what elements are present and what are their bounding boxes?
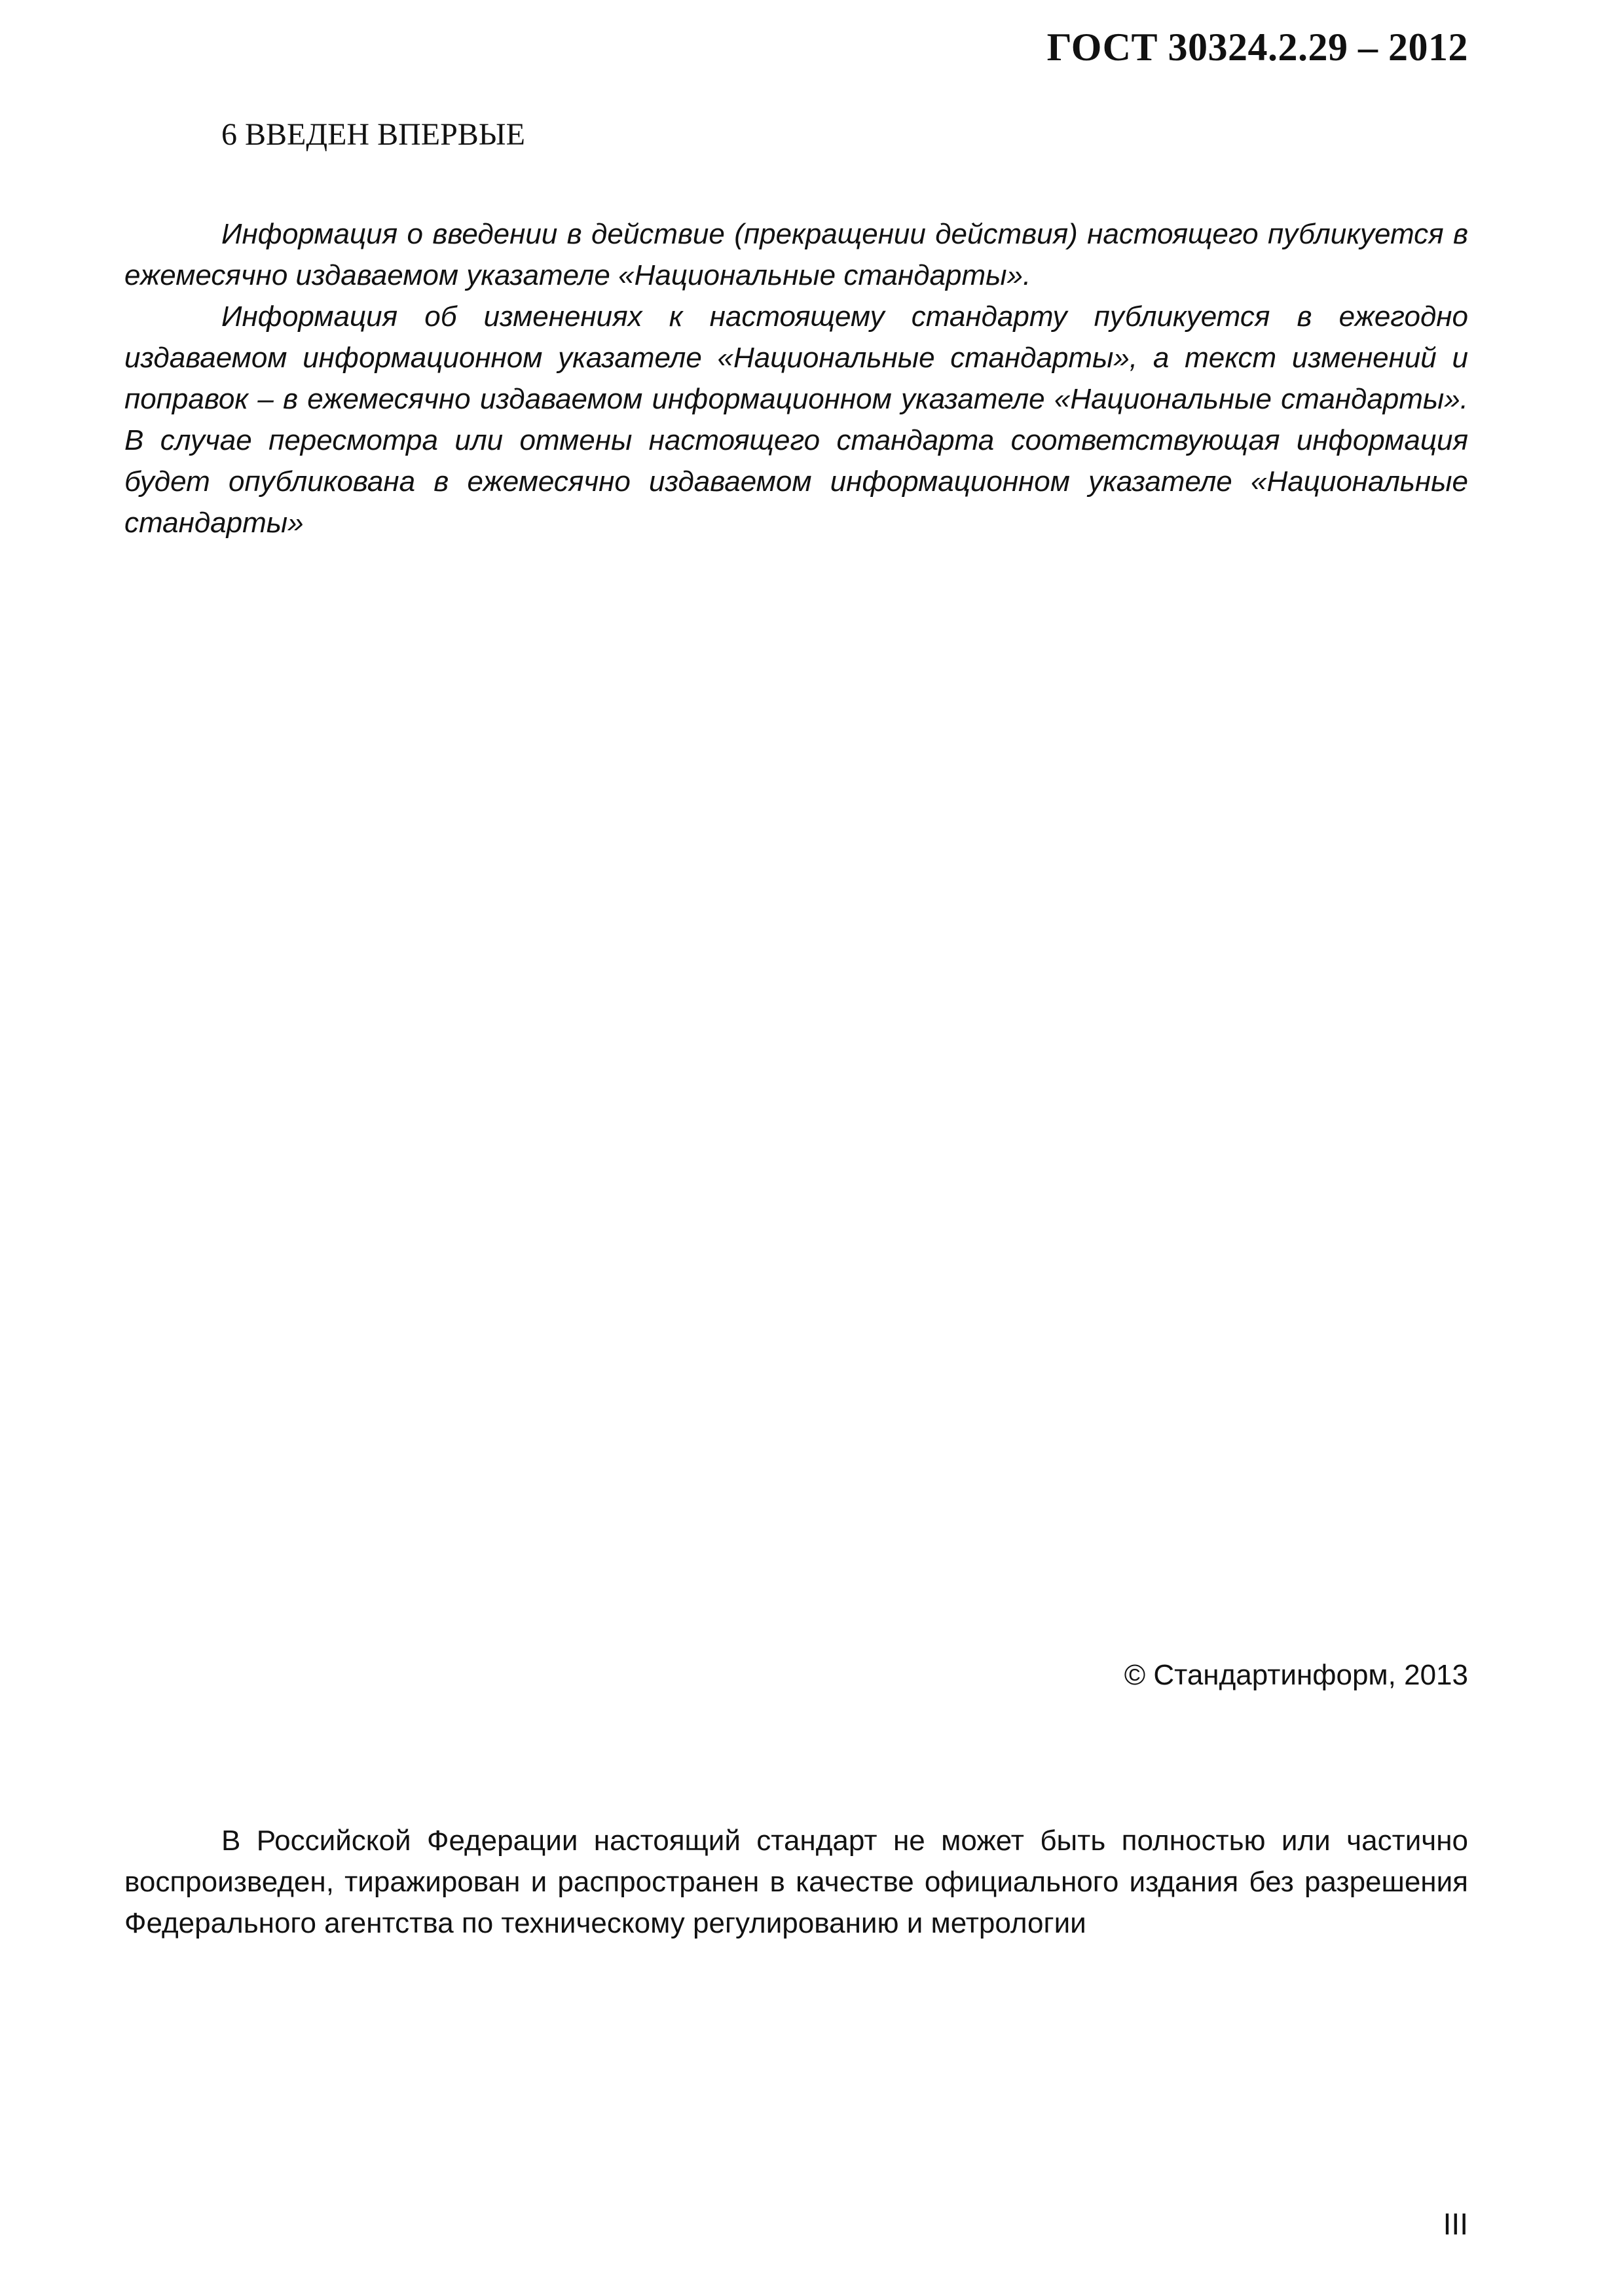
info-paragraph-changes: Информация об изменениях к настоящему стандарту публикуется в ежегодно издаваемом информационном указателе «Национальные стандарты», а текст изменений и поправок – в ежемесячно издаваемом информационном указателе «Национальные стандарты». В случае пересмотра или отмены настоящего стандарта соответствующая информация будет опубликована в ежемесячно издаваемом информационном указателе «Национальные стандарты»: [124, 301, 1468, 539]
info-paragraph-introduction: Информация о введении в действие (прекращении действия) настоящего публикуется в ежемесячно издаваемом указателе «Национальные стандарты».: [124, 218, 1468, 291]
standard-code-header: ГОСТ 30324.2.29 – 2012: [1046, 26, 1468, 69]
page-number: III: [1443, 2207, 1468, 2241]
legal-notice-block: [124, 1820, 1468, 1944]
copyright-notice: © Стандартинформ, 2013: [1124, 1659, 1468, 1691]
legal-notice-text: В Российской Федерации настоящий стандарт не может быть полностью или частично воспроизведен, тиражирован и распространен в качестве официального издания без разрешения Федерального агентства по техническому регулированию и метрологии: [124, 1825, 1468, 1939]
publication-info-block: [124, 213, 1468, 543]
section-6-intro: 6 ВВЕДЕН ВПЕРВЫЕ: [221, 117, 525, 152]
